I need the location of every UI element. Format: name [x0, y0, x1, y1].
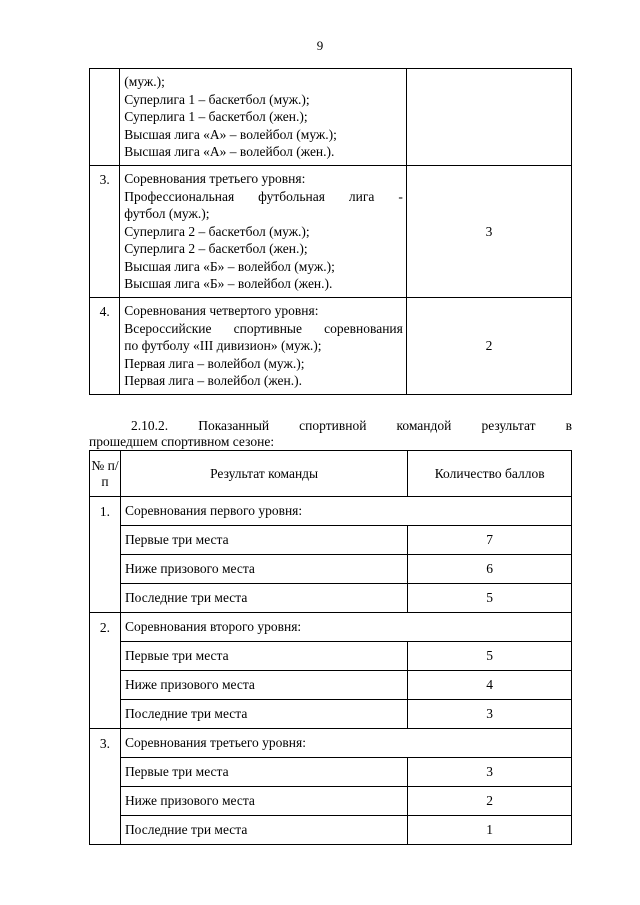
table-row — [90, 642, 572, 671]
table-row — [90, 526, 572, 555]
table-row — [90, 729, 572, 758]
table-row — [90, 816, 572, 845]
table-row — [90, 69, 572, 166]
table-row — [90, 758, 572, 787]
result-points: 1 — [408, 816, 572, 845]
result-label: Ниже призового места — [120, 555, 407, 584]
table-row — [90, 555, 572, 584]
row-description: Соревнования четвертого уровня: Всероссийские спортивные соревнования по футболу «III дивизион» (муж.); Первая лига – волейбол (муж.); Первая лига – волейбол (жен.). — [120, 298, 407, 395]
result-points: 6 — [408, 555, 572, 584]
result-label: Первые три места — [120, 642, 407, 671]
result-label: Последние три места — [120, 700, 407, 729]
result-label: Последние три места — [120, 584, 407, 613]
levels-table — [89, 68, 572, 395]
row-description: Соревнования третьего уровня: Профессиональная футбольная лига - футбол (муж.); Суперлига 2 – баскетбол (муж.); Суперлига 2 – баскетбол (жен.); Высшая лига «Б» – волейбол (муж.); Высшая лига «Б» – волейбол (жен.). — [120, 166, 407, 298]
page-number: 9 — [316, 38, 324, 53]
row-points — [406, 69, 571, 166]
table-row — [90, 584, 572, 613]
table-row — [90, 613, 572, 642]
group-number: 1. — [90, 497, 121, 613]
group-level: Соревнования второго уровня: — [120, 613, 571, 642]
row-number — [90, 69, 120, 166]
paragraph-line-1: 2.10.2. Показанный спортивной командой результат в — [131, 418, 572, 433]
result-label: Ниже призового места — [120, 787, 407, 816]
table-row — [90, 298, 572, 395]
row-points: 3 — [406, 166, 571, 298]
result-points: 3 — [408, 700, 572, 729]
result-points: 5 — [408, 584, 572, 613]
table-row — [90, 700, 572, 729]
result-label: Последние три места — [120, 816, 407, 845]
paragraph-line-2: прошедшем спортивном сезоне: — [89, 434, 275, 449]
results-table — [89, 450, 572, 845]
header-result: Результат команды — [120, 451, 407, 497]
result-points: 5 — [408, 642, 572, 671]
result-points: 4 — [408, 671, 572, 700]
table-row — [90, 787, 572, 816]
row-number: 4. — [90, 298, 120, 395]
row-points: 2 — [406, 298, 571, 395]
group-level: Соревнования третьего уровня: — [120, 729, 571, 758]
header-number: № п/п — [90, 451, 121, 497]
table-row — [90, 497, 572, 526]
result-points: 7 — [408, 526, 572, 555]
table-row — [90, 671, 572, 700]
result-points: 2 — [408, 787, 572, 816]
row-description: (муж.); Суперлига 1 – баскетбол (муж.); Суперлига 1 – баскетбол (жен.); Высшая лига «А» – волейбол (муж.); Высшая лига «А» – волейбол (жен.). — [120, 69, 407, 166]
result-label: Первые три места — [120, 758, 407, 787]
result-points: 3 — [408, 758, 572, 787]
section-paragraph — [89, 418, 572, 450]
table-row — [90, 166, 572, 298]
header-points: Количество баллов — [408, 451, 572, 497]
result-label: Ниже призового места — [120, 671, 407, 700]
result-label: Первые три места — [120, 526, 407, 555]
row-number: 3. — [90, 166, 120, 298]
table-header-row — [90, 451, 572, 497]
group-number: 2. — [90, 613, 121, 729]
group-number: 3. — [90, 729, 121, 845]
group-level: Соревнования первого уровня: — [120, 497, 571, 526]
